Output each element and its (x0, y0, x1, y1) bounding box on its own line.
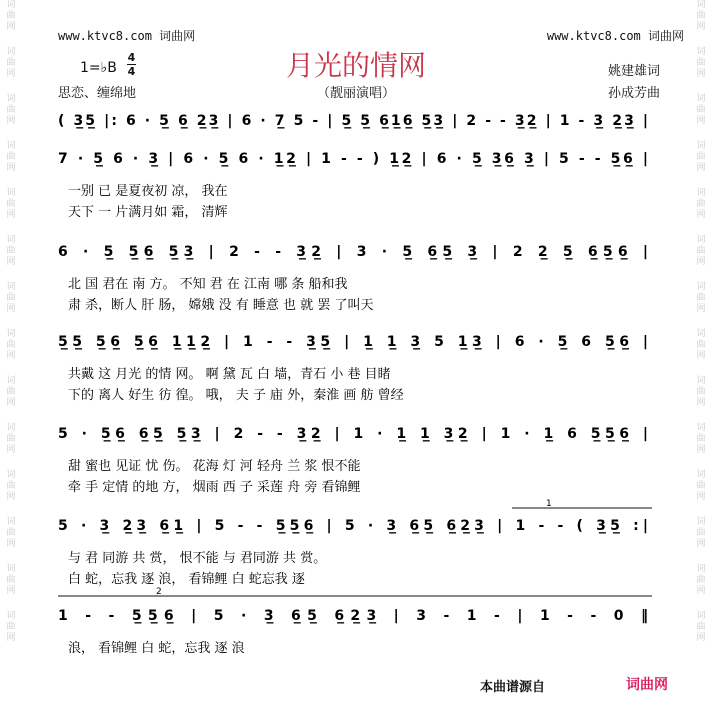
site-logo[interactable]: 词曲网 (626, 677, 668, 693)
lyric-line: 甜 蜜也 见证 忧 伤。 花海 灯 河 轻舟 兰 浆 恨不能 (68, 459, 361, 474)
song-subtitle: （靓丽演唱） (316, 86, 395, 101)
watermark-glyphs: 词 曲 网 (6, 282, 16, 314)
lyric-line: 牵 手 定情 的地 方， 烟雨 西 子 采莲 舟 旁 看锦鲤 (68, 480, 361, 495)
notation-row: 7 · 5̲ 6 · 3̲ | 6 · 5̲ 6 · 1̲2̲ | 1 - - ) 1̲2̲ | 6 · 5̲ 3̲6̲ 3̲ | 5 - - 5̲6̲ | (58, 151, 648, 167)
watermark-glyphs: 词 曲 网 (6, 188, 16, 220)
notation-row: 5 · 3̲ 2̲3̲ 6̲1̲ | 5 - - 5̲5̲6̲ | 5 · 3̲ 6̲5̲ 6̲2̲3̲ | 1 - - ( 3̲5̲ :| (58, 518, 648, 534)
performance-mood: 思恋、缠绵地 (58, 86, 137, 101)
lyric-line: 与 君 同游 共 赏， 恨不能 与 君同游 共 赏。 (68, 551, 327, 566)
watermark-glyphs: 词 曲 网 (696, 47, 706, 79)
watermark-glyphs: 词 曲 网 (6, 235, 16, 267)
watermark-glyphs: 词 曲 网 (696, 94, 706, 126)
meter-bottom: 4 (127, 65, 136, 78)
notation-row: 1 - - 5̲5̲6̲ | 5 · 3̲ 6̲5̲ 6̲2̲3̲ | 3 - 1 - | 1 - - 0 ‖ (58, 608, 648, 624)
watermark-glyphs: 词 曲 网 (696, 141, 706, 173)
watermark-glyphs: 词 曲 网 (6, 376, 16, 408)
lyric-line: 肃 杀，断人 肝 肠， 嫦娥 没 有 睡意 也 就 罢 了叫天 (68, 298, 374, 313)
lyric-line: 一别 已 是夏夜初 凉， 我在 (68, 184, 228, 199)
lyric-line: 下的 离人 好生 彷 徨。 哦， 夫 子 庙 外，秦淮 画 舫 曾经 (68, 388, 404, 403)
watermark-glyphs: 词 曲 网 (696, 329, 706, 361)
watermark-glyphs: 词 曲 网 (6, 423, 16, 455)
watermark-glyphs: 词 曲 网 (6, 0, 16, 32)
watermark-glyphs: 词 曲 网 (6, 517, 16, 549)
source-note: 本曲谱源自 (480, 680, 546, 695)
site-url-right[interactable]: www.ktvc8.com 词曲网 (546, 29, 684, 43)
notation-row: 5̲5̲ 5̲6̲ 5̲6̲ 1̲1̲2̲ | 1 - - 3̲5̲ | 1̲ 1̲ 3̲ 5 1̲3̲ | 6 · 5̲ 6 5̲6̲ | (58, 334, 648, 350)
lyric-line: 北 国 君在 南 方。 不知 君 在 江南 哪 条 船和我 (68, 277, 348, 292)
watermark-glyphs: 词 曲 网 (696, 376, 706, 408)
watermark-glyphs: 词 曲 网 (696, 517, 706, 549)
watermark-glyphs: 词 曲 网 (696, 235, 706, 267)
watermark-glyphs: 词 曲 网 (696, 470, 706, 502)
key-signature: 1=♭B (80, 60, 117, 76)
site-url-left[interactable]: www.ktvc8.com 词曲网 (58, 29, 196, 43)
notation-row: 5 · 5̲6̲ 6̲5̲ 5̲3̲ | 2 - - 3̲2̲ | 1 · 1̲ 1̲ 3̲2̲ | 1 · 1̲ 6 5̲5̲6̲ | (58, 426, 648, 442)
lyric-line: 共戴 这 月光 的情 网。 啊 黛 瓦 白 墙，青石 小 巷 目睹 (68, 367, 391, 382)
watermark-glyphs: 词 曲 网 (696, 188, 706, 220)
watermark-glyphs: 词 曲 网 (696, 564, 706, 596)
lyric-line: 白 蛇，忘我 逐 浪， 看锦鲤 白 蛇忘我 逐 (68, 572, 305, 587)
watermark-glyphs: 词 曲 网 (6, 141, 16, 173)
lyric-line: 浪， 看锦鲤 白 蛇，忘我 逐 浪 (68, 641, 245, 656)
watermark-glyphs: 词 曲 网 (6, 470, 16, 502)
volta-number: 2 (156, 587, 162, 597)
watermark-glyphs: 词 曲 网 (696, 0, 706, 32)
volta-number: 1 (546, 499, 552, 509)
meter-top: 4 (127, 51, 136, 64)
watermark-glyphs: 词 曲 网 (6, 564, 16, 596)
notation-row: ( 3̲5̲ |: 6 · 5̲ 6̲ 2̲3̲ | 6 · 7̲ 5 - | 5̲ 5̲ 6̲1̲6̲ 5̲3̲ | 2 - - 3̲2̲ | 1 - 3̲ 2̲3̲ | (58, 113, 649, 129)
composer: 孙成芳曲 (607, 86, 660, 101)
watermark-glyphs: 词 曲 网 (6, 47, 16, 79)
watermark-glyphs: 词 曲 网 (6, 611, 16, 643)
watermark-glyphs: 词 曲 网 (696, 423, 706, 455)
lyricist: 姚建雄词 (607, 64, 660, 79)
song-title: 月光的情网 (285, 49, 426, 82)
watermark-glyphs: 词 曲 网 (6, 329, 16, 361)
lyric-line: 天下 一 片满月如 霜， 清辉 (68, 205, 228, 220)
watermark-glyphs: 词 曲 网 (696, 282, 706, 314)
watermark-glyphs: 词 曲 网 (696, 611, 706, 643)
watermark-glyphs: 词 曲 网 (6, 94, 16, 126)
notation-row: 6 · 5̲ 5̲6̲ 5̲3̲ | 2 - - 3̲2̲ | 3 · 5̲ 6̲5̲ 3̲ | 2 2̲ 5̲ 6̲5̲6̲ | (58, 244, 648, 260)
